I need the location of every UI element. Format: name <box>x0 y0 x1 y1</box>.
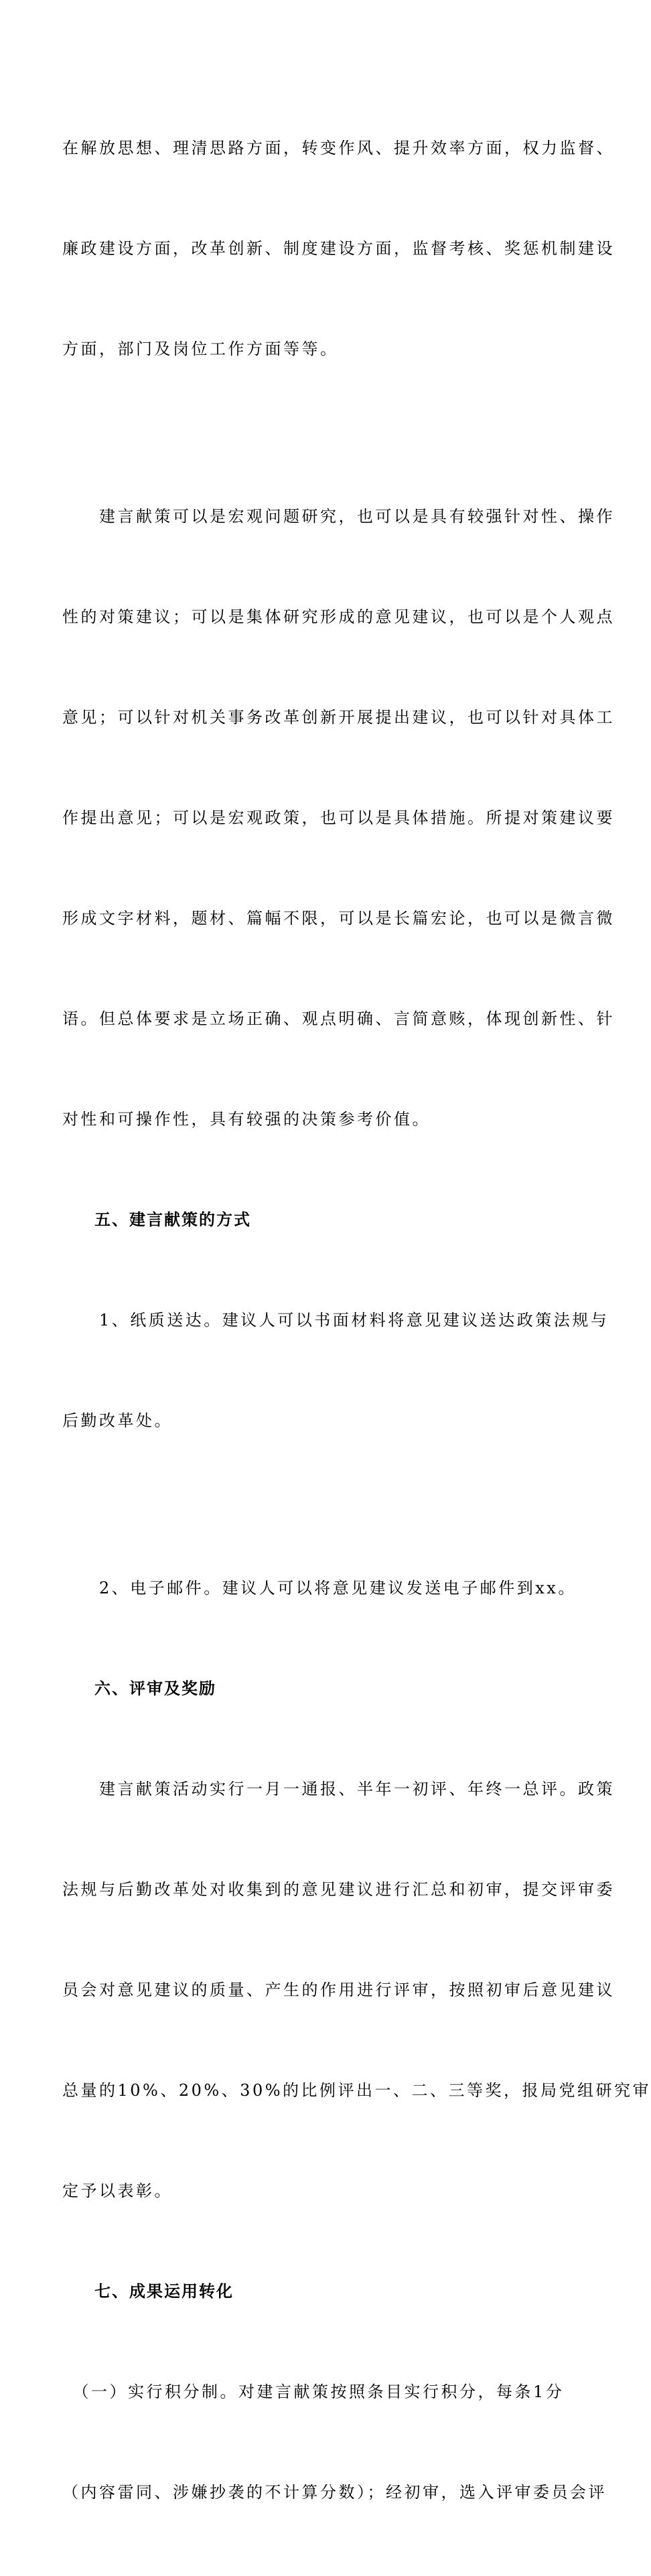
text-line: 1、纸质送达。建议人可以书面材料将意见建议送达政策法规与 <box>62 1311 609 1330</box>
text-line: 在解放思想、理清思路方面，转变作风、提升效率方面，权力监督、 <box>62 139 615 157</box>
text-line: （内容雷同、涉嫌抄袭的不计算分数）；经初审，选入评审委员会评 <box>62 2483 607 2502</box>
heading-section-6: 六、评审及奖励 <box>94 1679 216 1698</box>
text-line: 员会对意见建议的质量、产生的作用进行评审，按照初审后意见建议 <box>62 1981 615 1999</box>
text-line: 廉政建设方面，改革创新、制度建设方面，监督考核、奖惩机制建设 <box>62 239 615 258</box>
paragraph-review-rewards <box>62 1705 651 2275</box>
heading-section-7: 七、成果运用转化 <box>94 2282 234 2301</box>
text-line: 建言献策活动实行一月一通报、半年一初评、年终一总评。政策 <box>62 1780 615 1798</box>
text-line: 法规与后勤改革处对收集到的意见建议进行汇总和初审，提交评审委 <box>62 1880 615 1899</box>
text-line: 语。但总体要求是立场正确、观点明确、言简意赅，体现创新性、针 <box>62 1009 615 1028</box>
text-line: 建言献策可以是宏观问题研究，也可以是具有较强针对性、操作 <box>62 507 615 526</box>
text-line: 后勤改革处。 <box>62 1411 173 1430</box>
text-line: 作提出意见；可以是宏观政策，也可以是具体措施。所提对策建议要 <box>62 808 615 827</box>
text-line: （一）实行积分制。对建言献策按照条目实行积分，每条1分 <box>62 2382 565 2401</box>
text-line: 性的对策建议；可以是集体研究形成的意见建议，也可以是个人观点 <box>62 607 615 626</box>
text-line: 方面，部门及岗位工作方面等等。 <box>62 340 339 358</box>
paragraph-paper-submission <box>62 1236 609 1504</box>
text-line: 意见；可以针对机关事务改革创新开展提出建议，也可以针对具体工 <box>62 708 615 727</box>
text-line: 总量的10%、20%、30%的比例评出一、二、三等奖，报局党组研究审 <box>62 2081 651 2100</box>
text-line: 对性和可操作性，具有较强的决策参考价值。 <box>62 1110 431 1129</box>
paragraph-aspects <box>62 64 615 433</box>
paragraph-email-submission <box>62 1504 577 1672</box>
text-line: 定予以表彰。 <box>62 2181 173 2200</box>
text-line: 形成文字材料，题材、篇幅不限，可以是长篇宏论，也可以是微言微 <box>62 909 615 928</box>
text-line: 2、电子邮件。建议人可以将意见建议发送电子邮件到xx。 <box>62 1579 577 1597</box>
heading-section-5: 五、建言献策的方式 <box>94 1210 251 1229</box>
paragraph-content-requirements <box>62 433 615 1203</box>
paragraph-points-system <box>62 2308 607 2576</box>
document-body <box>62 64 651 2576</box>
